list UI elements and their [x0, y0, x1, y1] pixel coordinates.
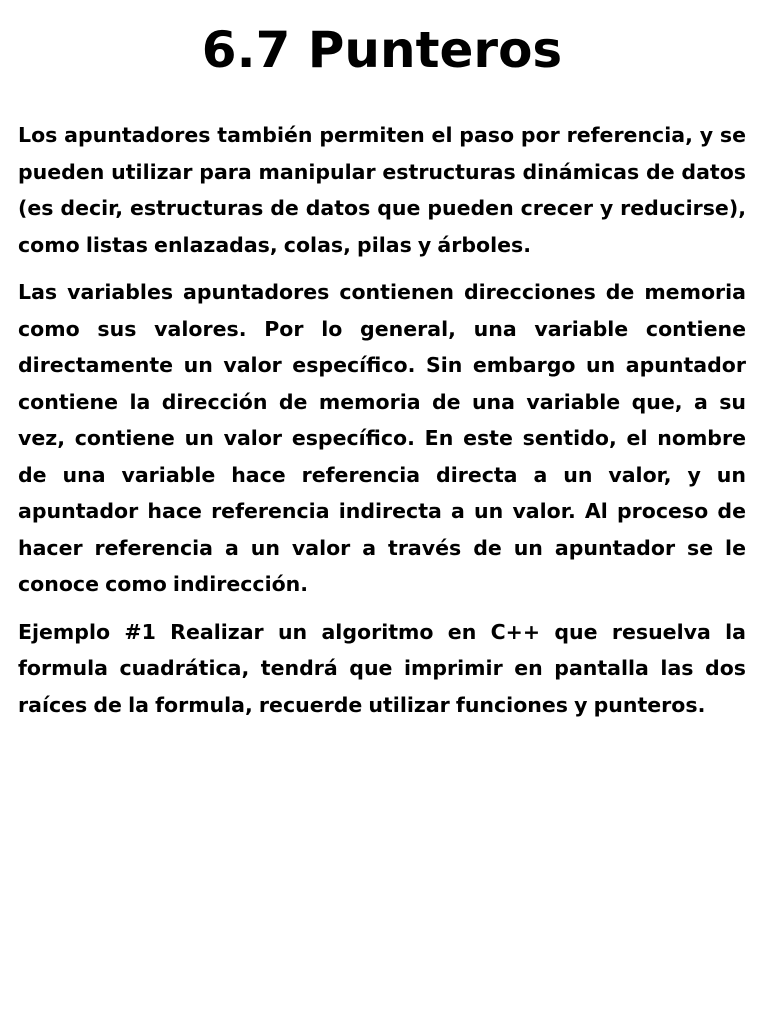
paragraph-example-1: Ejemplo #1 Realizar un algoritmo en C++ que resuelva la formula cuadrática, tendrá que imprimir en pantalla las dos raíces de la formula, recuerde utilizar funciones y punteros. [18, 619, 746, 717]
paragraph-pointer-variables: Las variables apuntadores contienen direcciones de memoria como sus valores. Por lo general, una variable contiene directamente un valor específico. Sin embargo un apuntador contiene la dirección de memoria de una variable que, a su vez, contiene un valor específico. En este sentido, el nombre de una variable hace referencia directa a un valor, y un apuntador hace referencia indirecta a un valor. Al proceso de hacer referencia a un valor a través de un apuntador se le conoce como indirección. [18, 280, 746, 596]
page-title: 6.7 Punteros [201, 21, 563, 79]
paragraph-pointers-intro: Los apuntadores también permiten el paso por referencia, y se pueden utilizar para manipular estructuras dinámicas de datos (es decir, estructuras de datos que pueden crecer y reducirse), como listas enlazadas, colas, pilas y árboles. [18, 123, 746, 257]
